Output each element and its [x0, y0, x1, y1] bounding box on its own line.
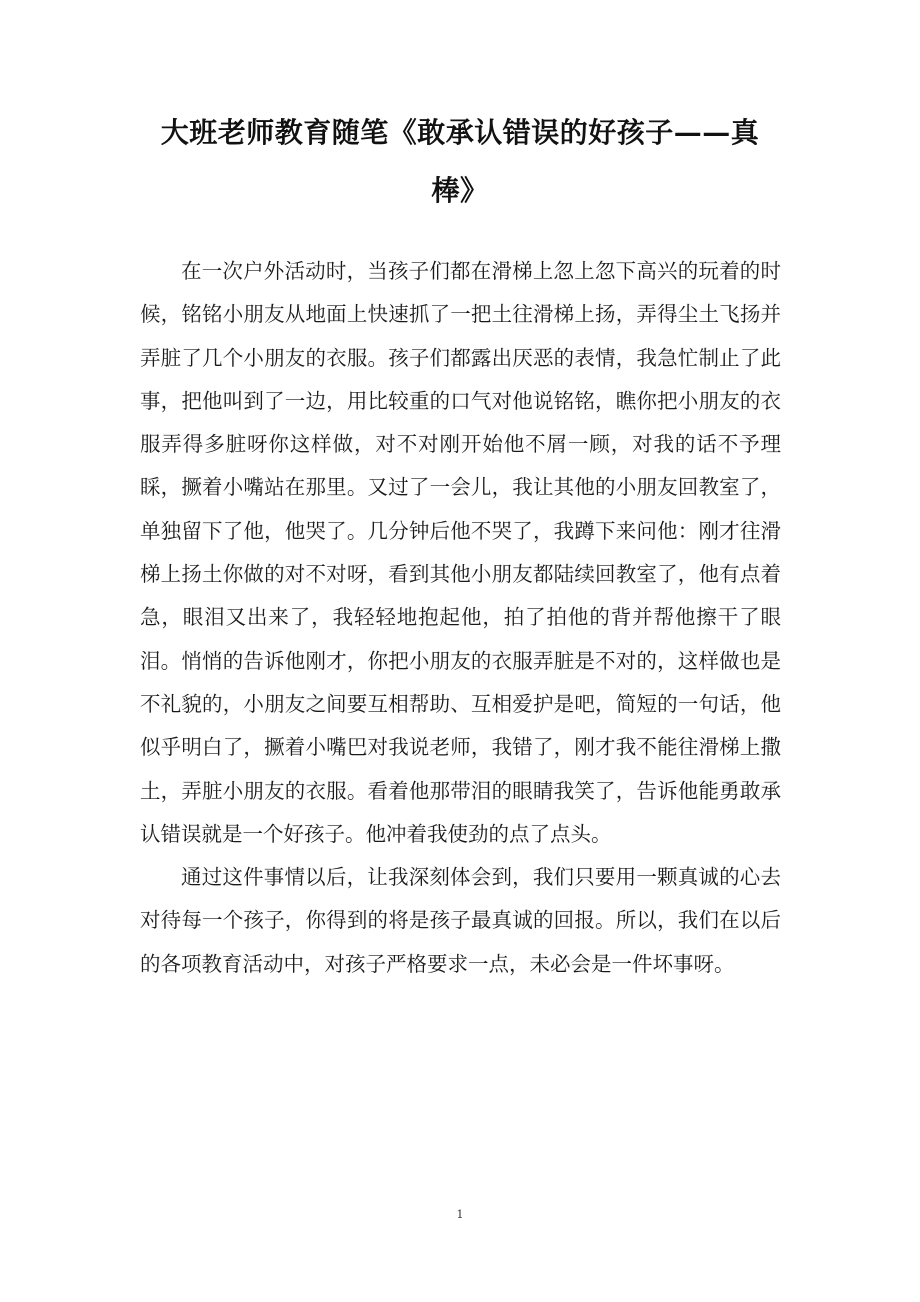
page-number: 1 [456, 1208, 464, 1221]
paragraph-1: 在一次户外活动时，当孩子们都在滑梯上忽上忽下高兴的玩着的时候，铭铭小朋友从地面上快速抓了一把土往滑梯上扬，弄得尘土飞扬并弄脏了几个小朋友的衣服。孩子们都露出厌恶的表情，我急忙制止了此事，把他叫到了一边，用比较重的口气对他说铭铭，瞧你把小朋友的衣服弄得多脏呀你这样做，对不对刚开始他不屑一顾，对我的话不予理睬，撅着小嘴站在那里。又过了一会儿，我让其他的小朋友回教室了，单独留下了他，他哭了。几分钟后他不哭了，我蹲下来问他：刚才往滑梯上扬土你做的对不对呀，看到其他小朋友都陆续回教室了，他有点着急，眼泪又出来了，我轻轻地抱起他，拍了拍他的背并帮他擦干了眼泪。悄悄的告诉他刚才，你把小朋友的衣服弄脏是不对的，这样做也是不礼貌的，小朋友之间要互相帮助、互相爱护是吧，简短的一句话，他似乎明白了，撅着小嘴巴对我说老师，我错了，刚才我不能往滑梯上撒土，弄脏小朋友的衣服。看着他那带泪的眼睛我笑了，告诉他能勇敢承认错误就是一个好孩子。他冲着我使劲的点了点头。 [140, 259, 781, 846]
document-body [140, 250, 781, 986]
document-title: 大班老师教育随笔《敢承认错误的好孩子——真棒》 [160, 116, 760, 207]
paragraph-2: 通过这件事情以后，让我深刻体会到，我们只要用一颗真诚的心去对待每一个孩子，你得到的将是孩子最真诚的回报。所以，我们在以后的各项教育活动中，对孩子严格要求一点，未必会是一件坏事呀。 [140, 865, 781, 976]
